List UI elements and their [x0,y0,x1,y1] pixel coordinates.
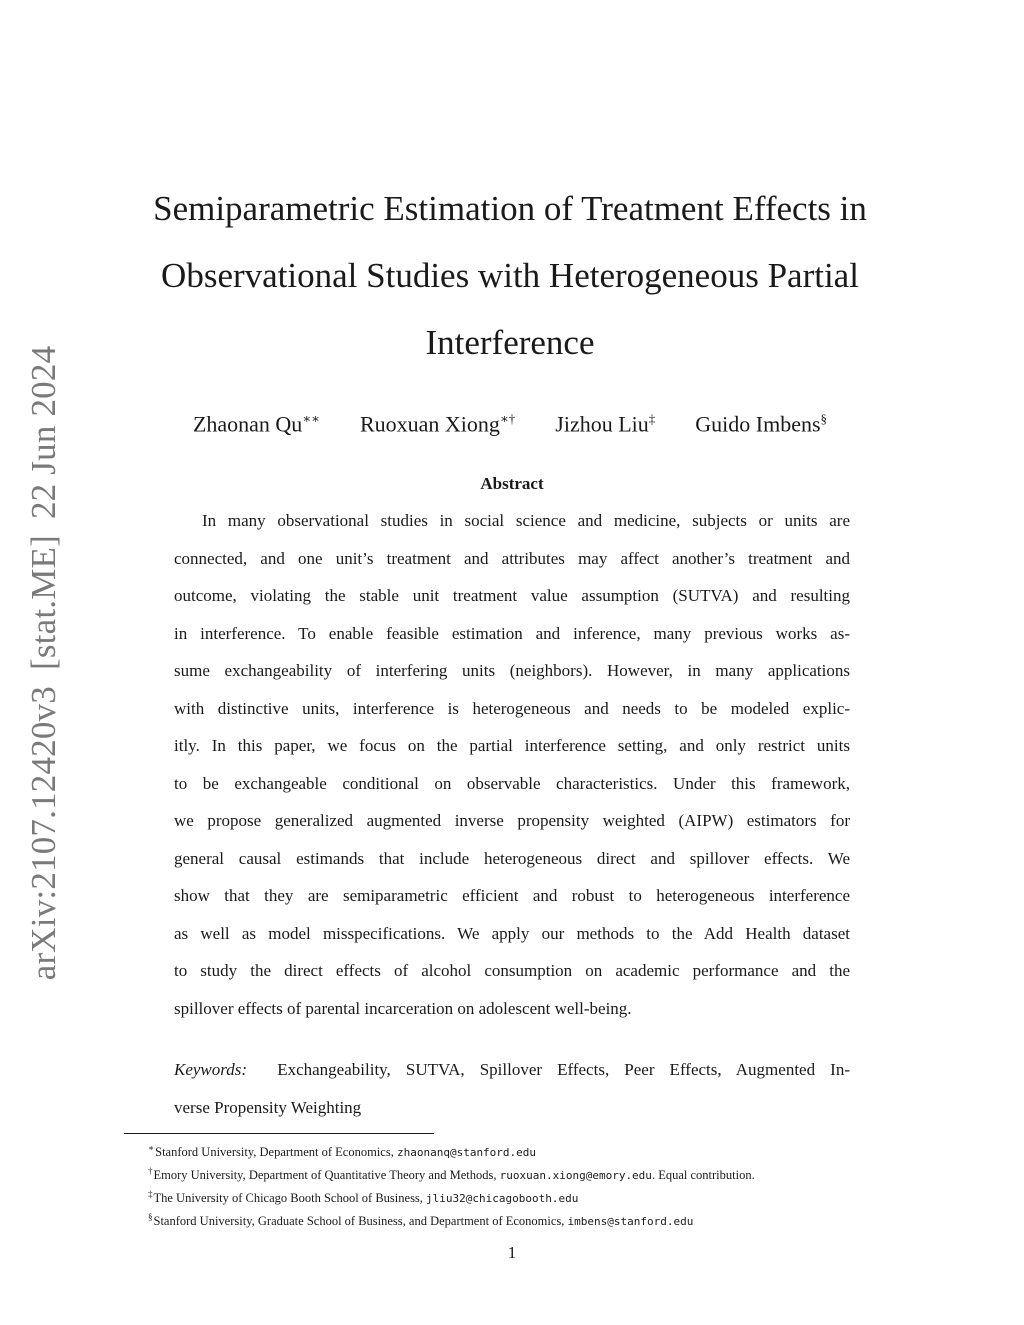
author [695,411,827,437]
keywords-text: Exchangeability, SUTVA, Spillover Effects, Peer Effects, Augmented In- [277,1060,851,1079]
footnote-mark: ∗ [148,1143,155,1153]
footnotes [148,1139,908,1232]
footnote-text: Stanford University, Graduate School of Business, and Department of Economics, [153,1214,568,1229]
footnote-rule [124,1133,434,1134]
arxiv-category: [stat.ME] [24,535,63,671]
abstract-line: outcome, violating the stable unit treatment value assumption (SUTVA) and resulting [174,586,850,605]
title-line-1: Semiparametric Estimation of Treatment Effects in [153,189,867,228]
footnote-email[interactable]: ruoxuan.xiong@emory.edu [499,1169,652,1183]
footnote-mark: ‡ [148,1189,153,1200]
abstract-line: sume exchangeability of interfering units (neighbors). However, in many applications [174,661,850,680]
footnote [148,1208,908,1231]
keywords-label: Keywords: [174,1060,248,1079]
title-line-2: Observational Studies with Heterogeneous Partial [161,256,859,295]
abstract-line: to be exchangeable conditional on observable characteristics. Under this framework, [174,773,850,793]
footnote [148,1185,908,1208]
arxiv-date: 22 Jun 2024 [24,345,63,520]
page-number: 1 [507,1243,517,1262]
abstract-line: general causal estimands that include heterogeneous direct and spillover effects. We [174,848,850,868]
title-line-3: Interference [425,323,595,362]
author-marks: § [820,411,828,426]
footnote-email[interactable]: jliu32@chicagobooth.edu [426,1192,579,1206]
footnote-email[interactable]: zhaonanq@stanford.edu [396,1146,537,1160]
author-marks: ‡ [648,411,656,426]
footnote-text: Stanford University, Department of Economics, [155,1145,397,1160]
abstract-line: connected, and one unit’s treatment and attributes may affect another’s treatment and [174,548,850,568]
abstract-line: with distinctive units, interference is heterogeneous and needs to be modeled explic- [174,698,850,718]
author-name: Zhaonan Qu [192,411,303,437]
abstract-line: show that they are semiparametric efficient and robust to heterogeneous interference [174,886,850,905]
footnote [148,1139,908,1162]
footnote-mark: § [148,1212,153,1223]
abstract-line: in interference. To enable feasible estimation and inference, many previous works as- [174,623,850,643]
author-name: Guido Imbens [695,411,821,437]
keywords-line-1 [174,1051,850,1089]
footnote-mark: † [148,1166,153,1177]
abstract-body [174,502,850,1027]
author-list [130,411,890,437]
footnote-text: The University of Chicago Booth School of Business, [153,1191,427,1206]
abstract-line: In many observational studies in social science and medicine, subjects or units are [202,511,850,530]
arxiv-identifier: arXiv:2107.12420v3 [24,686,63,981]
abstract-line: we propose generalized augmented inverse propensity weighted (AIPW) estimators for [174,811,850,830]
keywords-line-2: verse Propensity Weighting [174,1097,362,1117]
abstract-line: itly. In this paper, we focus on the partial interference setting, and only restrict units [174,736,850,755]
author [555,411,655,437]
author-name: Jizhou Liu [555,411,649,437]
abstract-line: spillover effects of parental incarceration on adolescent well-being. [174,998,632,1018]
arxiv-stamp [24,330,64,981]
author-marks: ∗† [499,411,516,426]
keywords [174,1051,850,1126]
abstract-heading: Abstract [480,474,544,493]
author [360,411,515,437]
author-name: Ruoxuan Xiong [359,411,500,437]
author [193,411,320,437]
footnote [148,1162,908,1185]
abstract-line: as well as model misspecifications. We apply our methods to the Add Health dataset [174,923,850,943]
author-marks: ∗∗ [302,411,320,426]
footnote-email[interactable]: imbens@stanford.edu [567,1215,694,1229]
footnote-text: Emory University, Department of Quantitative Theory and Methods, [153,1168,500,1183]
abstract-line: to study the direct effects of alcohol consumption on academic performance and the [174,961,850,980]
footnote-suffix: . Equal contribution. [651,1168,755,1183]
paper-title [130,175,890,376]
